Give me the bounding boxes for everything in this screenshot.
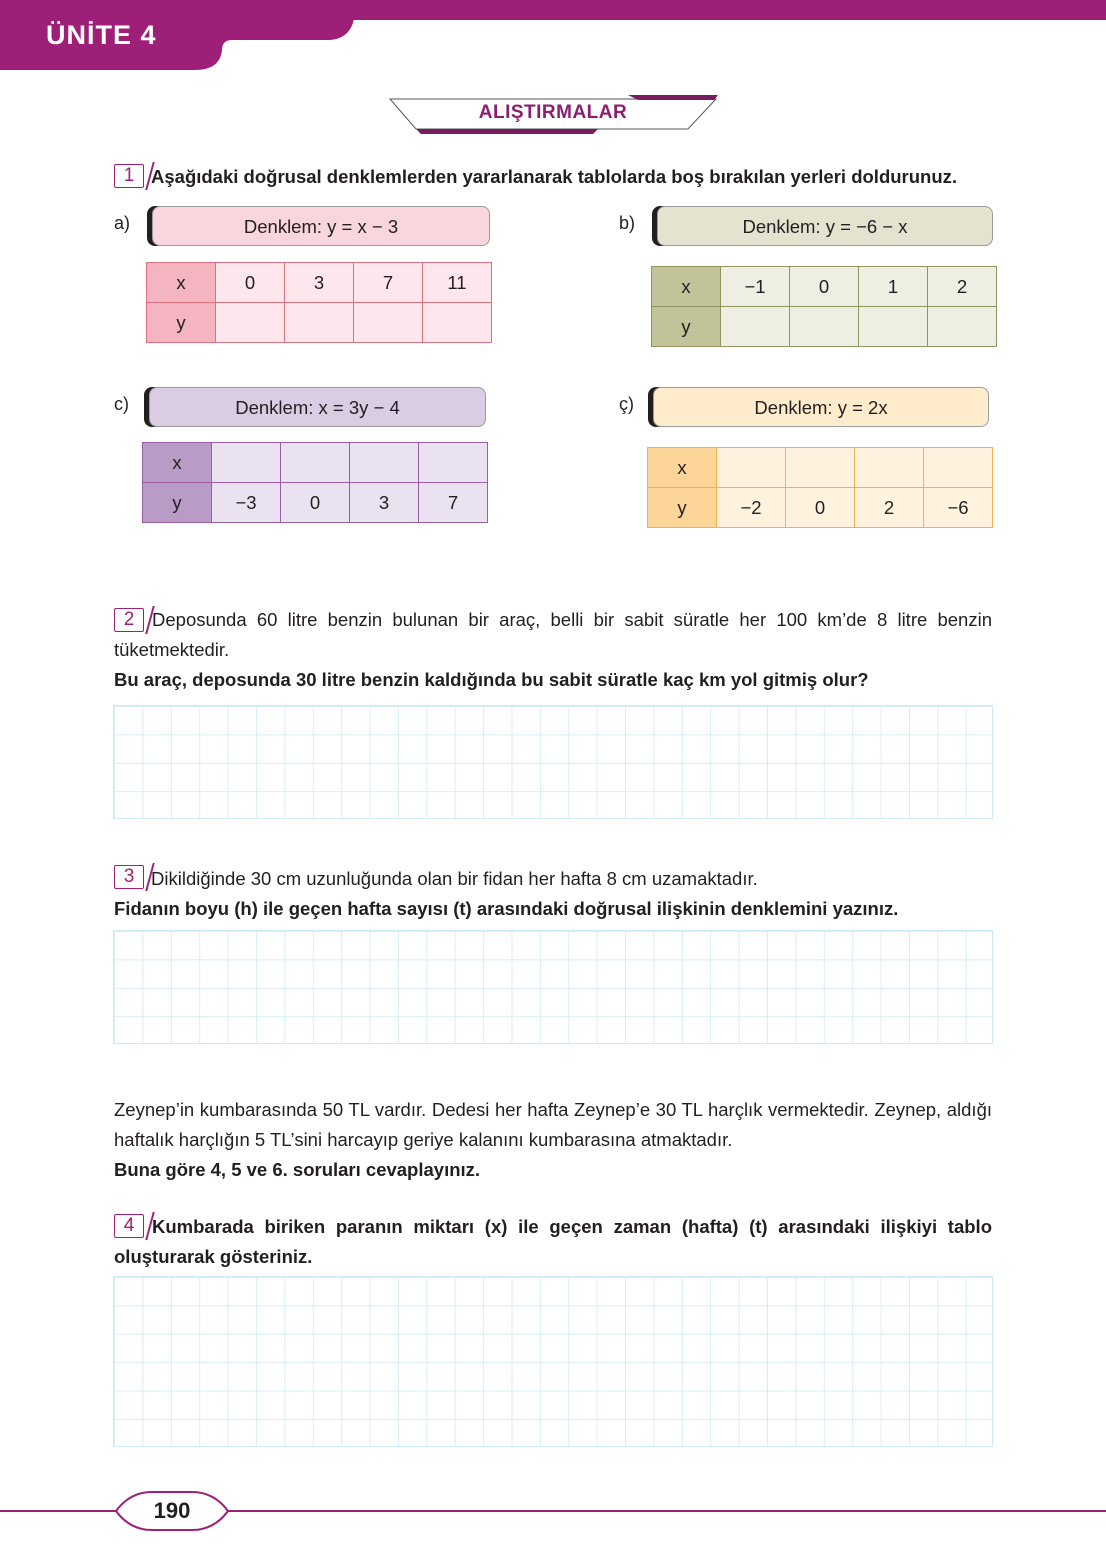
q1a-x-header: x	[147, 263, 216, 303]
q1cc-x-cell[interactable]	[786, 448, 855, 488]
q1a-table	[146, 262, 492, 343]
q1b-x-cell: −1	[721, 267, 790, 307]
q1c-x-cell[interactable]	[212, 443, 281, 483]
q3-question: Fidanın boyu (h) ile geçen hafta sayısı (t) arasındaki doğrusal ilişkinin denklemini yazınız.	[114, 898, 899, 919]
question-number-2: 2	[114, 608, 144, 632]
q1-text: Aşağıdaki doğrusal denklemlerden yararlanarak tablolarda boş bırakılan yerleri doldurunuz.	[151, 166, 958, 187]
q2-text: Deposunda 60 litre benzin bulunan bir araç, belli bir sabit süratle her 100 km’de 8 litre benzin tüketmektedir.	[114, 609, 992, 660]
question-number-1: 1	[114, 164, 144, 188]
q1b-x-cell: 2	[928, 267, 997, 307]
q1cc-x-header: x	[648, 448, 717, 488]
q1b-y-cell[interactable]	[790, 307, 859, 347]
footer-line-left	[0, 1510, 116, 1512]
footer-line-right	[228, 1510, 1106, 1512]
q2-answer-grid[interactable]	[113, 705, 993, 819]
question-number-3: 3	[114, 865, 144, 889]
q1cc-x-cell[interactable]	[924, 448, 993, 488]
page-number: 190	[153, 1498, 191, 1523]
q1b-y-cell[interactable]	[928, 307, 997, 347]
q1cc-x-cell[interactable]	[855, 448, 924, 488]
q3-answer-grid[interactable]	[113, 930, 993, 1044]
q1b-y-cell[interactable]	[721, 307, 790, 347]
q1b-y-header: y	[652, 307, 721, 347]
q1c-x-cell[interactable]	[419, 443, 488, 483]
q3-text: Dikildiğinde 30 cm uzunluğunda olan bir fidan her hafta 8 cm uzamaktadır.	[151, 868, 758, 889]
unit-title: ÜNİTE 4	[46, 20, 157, 50]
q1a-x-cell: 0	[216, 263, 285, 303]
q1a-label: a)	[114, 213, 131, 233]
context-text: Zeynep’in kumbarasında 50 TL vardır. Dedesi her hafta Zeynep’e 30 TL harçlık vermektedir. Zeynep, aldığı haftalık harçlığın 5 TL’sini harcayıp geriye kalanını kumbarasına atmaktadır.	[114, 1099, 992, 1150]
context-instruction: Buna göre 4, 5 ve 6. soruları cevaplayınız.	[114, 1159, 481, 1180]
q4-question: Kumbarada biriken paranın miktarı (x) ile geçen zaman (hafta) (t) arasındaki ilişkiyi tablo oluşturarak gösteriniz.	[114, 1216, 992, 1267]
q1b-x-header: x	[652, 267, 721, 307]
q1a-x-cell: 3	[285, 263, 354, 303]
q1cc-y-cell: −2	[717, 488, 786, 528]
q4-answer-grid[interactable]	[113, 1276, 993, 1447]
q1a-y-cell[interactable]	[285, 303, 354, 343]
q1c-y-cell: 3	[350, 483, 419, 523]
q1a-y-header: y	[147, 303, 216, 343]
q1cc-table	[647, 447, 993, 528]
question-number-4: 4	[114, 1214, 144, 1238]
q1c-x-cell[interactable]	[281, 443, 350, 483]
q1a-x-cell: 7	[354, 263, 423, 303]
q1c-x-cell[interactable]	[350, 443, 419, 483]
q1b-label: b)	[619, 213, 636, 233]
q1a-y-cell[interactable]	[216, 303, 285, 343]
q1b-y-cell[interactable]	[859, 307, 928, 347]
q1a-x-cell: 11	[423, 263, 492, 303]
q1c-y-header: y	[143, 483, 212, 523]
q2-question: Bu araç, deposunda 30 litre benzin kaldığında bu sabit süratle kaç km yol gitmiş olur?	[114, 669, 869, 690]
q1c-y-cell: 0	[281, 483, 350, 523]
q1b-x-cell: 0	[790, 267, 859, 307]
q1a-y-cell[interactable]	[423, 303, 492, 343]
q1cc-equation: Denklem: y = 2x	[653, 387, 989, 427]
q1cc-y-cell: −6	[924, 488, 993, 528]
q1c-table	[142, 442, 488, 523]
section-title: ALIŞTIRMALAR	[478, 102, 628, 123]
q1c-label: c)	[114, 394, 129, 414]
q1b-equation: Denklem: y = −6 − x	[657, 206, 993, 246]
q1cc-y-cell: 0	[786, 488, 855, 528]
q1c-y-cell: 7	[419, 483, 488, 523]
q1cc-label: ç)	[619, 394, 634, 414]
q1cc-y-header: y	[648, 488, 717, 528]
q1c-x-header: x	[143, 443, 212, 483]
q1b-x-cell: 1	[859, 267, 928, 307]
q1b-table	[651, 266, 997, 347]
q1cc-y-cell: 2	[855, 488, 924, 528]
q1c-equation: Denklem: x = 3y − 4	[149, 387, 486, 427]
q1a-equation: Denklem: y = x − 3	[152, 206, 490, 246]
q1a-y-cell[interactable]	[354, 303, 423, 343]
q1c-y-cell: −3	[212, 483, 281, 523]
q1cc-x-cell[interactable]	[717, 448, 786, 488]
